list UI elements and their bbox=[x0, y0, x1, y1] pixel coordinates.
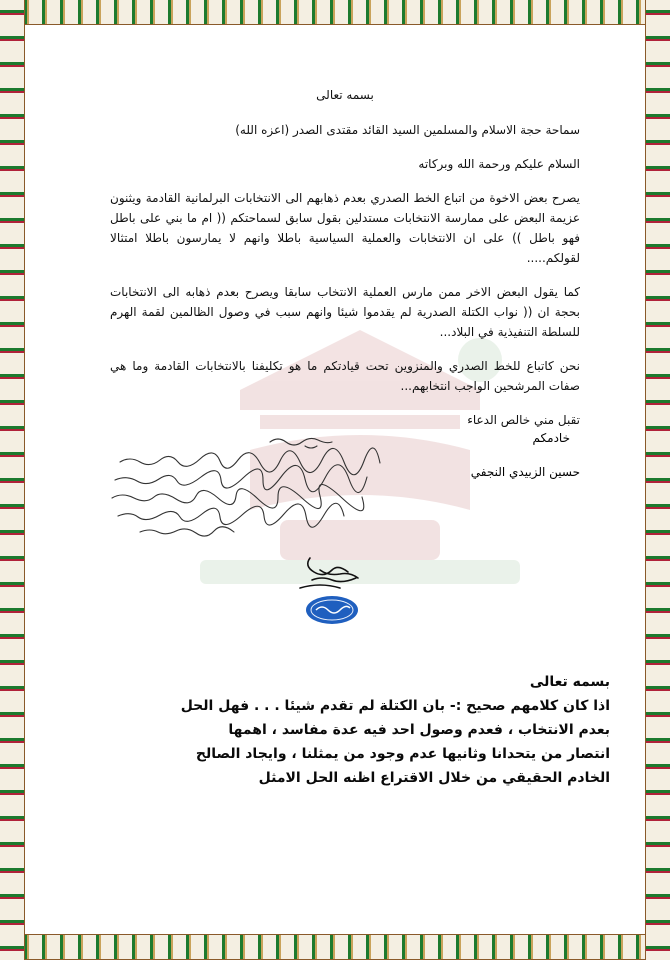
reply-line-2: بعدم الانتخاب ، فعدم وصول احد فيه عدة مفاسد ، اهمها bbox=[228, 722, 610, 738]
reply-line-4: الخادم الحقيقي من خلال الاقتراع اظنه الحل الامثل bbox=[258, 770, 610, 786]
decorative-border-bottom bbox=[0, 934, 670, 960]
decorative-border-left bbox=[0, 0, 25, 960]
letter-paragraph-3: نحن كاتباع للخط الصدري والمنزوين تحت قيادتكم ما هو تكليفنا بالانتخابات القادمة وما هي صفات المرشحين الواجب انتخابهم... bbox=[110, 359, 580, 393]
reply-transcription bbox=[50, 670, 610, 790]
reply-line-3: انتصار من يتحدانا وثانيها عدم وجود من يمثلنا ، وايجاد الصالح bbox=[195, 746, 610, 762]
signature-area bbox=[40, 428, 580, 628]
decorative-border-right bbox=[645, 0, 670, 960]
letter-closing: تقبل مني خالص الدعاء bbox=[467, 413, 580, 427]
letter-paragraph-2: كما يقول البعض الاخر ممن مارس العملية الانتخاب سابقا ويصرح بعدم ذهابه الى الانتخابات بحجة ان (( نواب الكتلة الصدرية لم يقدموا شيئا وانهم سبب في وصول الظالمين لقمة الهرم للسلطة التنفيذية في البلاد... bbox=[110, 285, 580, 339]
letter-signoff: خادمكم bbox=[532, 431, 570, 445]
letter-greeting: السلام عليكم ورحمة الله وبركاته bbox=[418, 157, 580, 171]
sender-name: حسين الزبيدي النجفي bbox=[470, 465, 580, 479]
letter-paragraph-1: يصرح بعض الاخوة من اتباع الخط الصدري بعدم ذهابهم الى الانتخابات البرلمانية القادمة ويثنون عزيمة البعض على ممارسة الانتخابات مستدلين بقول سابق لسماحتكم (( ام ما بني على باطل فهو باطل )) على ان الانتخابات والعملية السياسية باطلا وانهم لا يمارسون باطلا امتثالا لقولكم..... bbox=[110, 191, 580, 265]
decorative-border-top bbox=[0, 0, 670, 25]
signature-and-seal bbox=[290, 548, 380, 628]
reply-line-1: اذا كان كلامهم صحيح :- بان الكتلة لم تقدم شيئا . . . فهل الحل bbox=[180, 698, 610, 714]
letter-addressee: سماحة حجة الاسلام والمسلمين السيد القائد مقتدى الصدر (اعزه الله) bbox=[235, 123, 580, 137]
letter-body bbox=[110, 88, 580, 444]
letter-page bbox=[30, 30, 640, 930]
handwritten-reply bbox=[100, 432, 400, 544]
letter-heading: بسمه تعالى bbox=[316, 88, 374, 102]
reply-title: بسمه تعالى bbox=[529, 674, 610, 690]
